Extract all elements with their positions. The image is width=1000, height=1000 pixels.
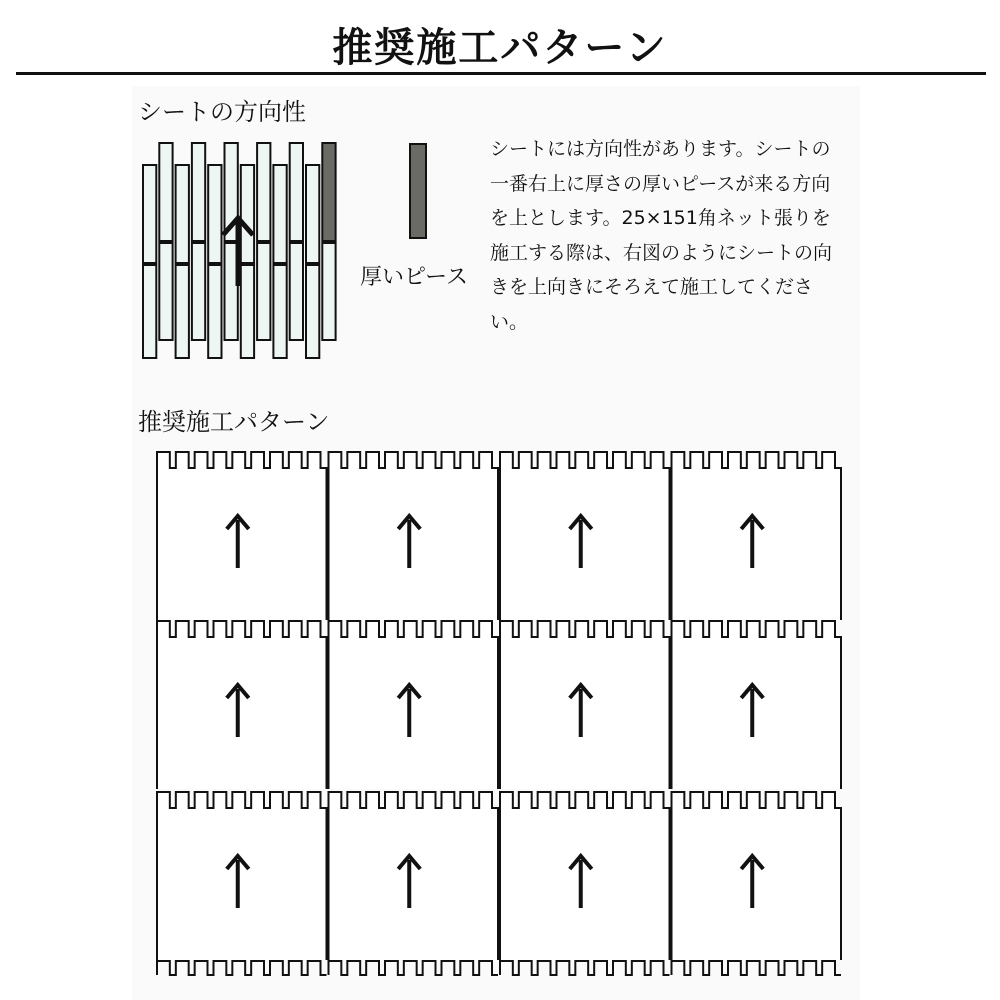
orientation-heading: シートの方向性 bbox=[138, 98, 306, 126]
tile-sheet-cell bbox=[672, 621, 842, 789]
sheet-tile bbox=[290, 143, 303, 241]
tile-sheet-cell bbox=[329, 621, 499, 789]
tile-sheet-cell bbox=[157, 452, 327, 620]
tile-sheet-cell bbox=[329, 452, 499, 620]
thick-piece-legend bbox=[410, 144, 426, 238]
tile-sheet-cell bbox=[500, 452, 670, 620]
tile-sheet-cell bbox=[672, 452, 842, 620]
sheet-tile bbox=[241, 165, 254, 263]
sheet-tile bbox=[143, 265, 156, 358]
tile-sheet-diagram bbox=[143, 143, 336, 358]
sheet-tile bbox=[159, 143, 172, 241]
sheet-tile bbox=[322, 243, 335, 340]
sheet-tile bbox=[143, 165, 156, 263]
sheet-tile bbox=[257, 143, 270, 241]
sheet-tile bbox=[176, 165, 189, 263]
sheet-tile bbox=[208, 165, 221, 263]
tile-sheet-cell bbox=[329, 792, 499, 960]
sheet-tile bbox=[192, 243, 205, 340]
tile-sheet-cell bbox=[157, 792, 327, 960]
tile-sheet-cell bbox=[500, 792, 670, 960]
sheet-tile bbox=[159, 243, 172, 340]
sheet-tile bbox=[290, 243, 303, 340]
orientation-description: シートには方向性があります。シートの一番右上に厚さの厚いピースが来る方向を上とします。25×151角ネット張りを施工する際は、右図のようにシートの向きを上向きにそろえて施工してください。 bbox=[490, 138, 833, 333]
page-title: 推奨施工パターン bbox=[332, 25, 668, 71]
sheet-tile bbox=[208, 265, 221, 358]
pattern-heading: 推奨施工パターン bbox=[138, 408, 330, 436]
sheet-tile bbox=[257, 243, 270, 340]
thick-piece-swatch bbox=[410, 144, 426, 238]
thick-piece-label: 厚いピース bbox=[360, 265, 469, 290]
sheet-tile bbox=[306, 165, 319, 263]
sheet-tile bbox=[192, 143, 205, 241]
thick-piece-tile bbox=[322, 143, 335, 241]
pattern-grid bbox=[157, 452, 841, 975]
tile-sheet-cell bbox=[157, 621, 327, 789]
sheet-tile bbox=[273, 165, 286, 263]
tile-sheet-cell bbox=[672, 792, 842, 960]
sheet-tile bbox=[241, 265, 254, 358]
sheet-tile bbox=[273, 265, 286, 358]
tile-sheet-cell bbox=[500, 621, 670, 789]
sheet-tile bbox=[176, 265, 189, 358]
sheet-tile bbox=[306, 265, 319, 358]
pattern-bottom-edge bbox=[157, 961, 841, 975]
